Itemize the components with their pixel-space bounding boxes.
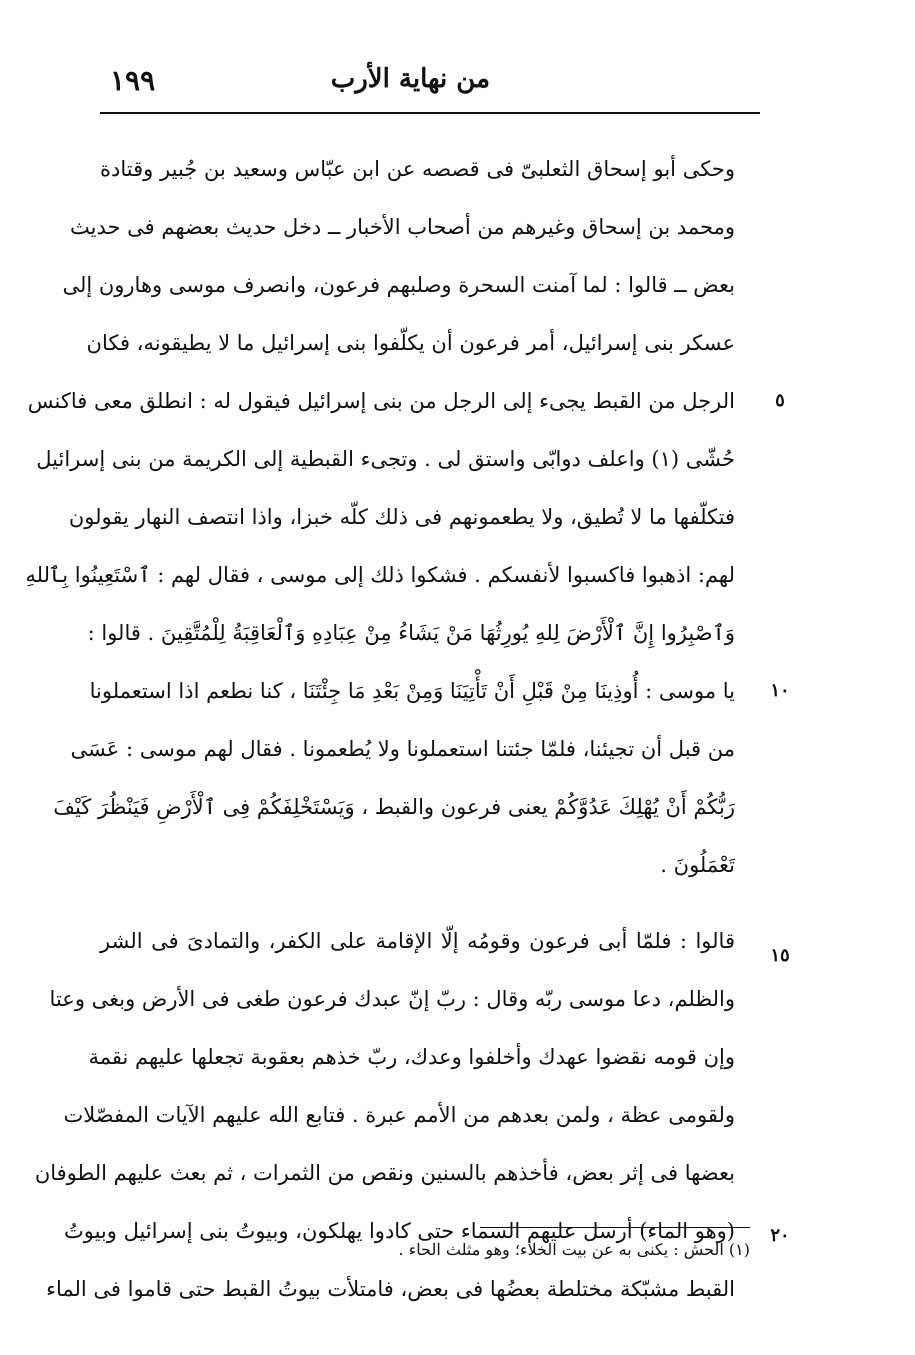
text-line: وَٱصْبِرُوا إِنَّ ٱلْأَرْضَ لِلهِ يُورِثُهَا مَنْ يَشَاءُ مِنْ عِبَادِهِ وَٱلْعَاقِبَةُ لِلْمُتَّقِينَ . قالوا : bbox=[87, 621, 735, 645]
text-line: ومحمد بن إسحاق وغيرهم من أصحاب الأخبار ــ دخل حديث بعضهم فى حديث bbox=[70, 215, 735, 239]
text-line: بعضها فى إثر بعض، فأخذهم بالسنين ونقص من الثمرات ، ثم بعث عليهم الطوفان bbox=[34, 1161, 735, 1185]
text-line: حُشّى (١) واعلف دوابّى واستق لى . وتجىء القبطية إلى الكريمة من بنى إسرائيل bbox=[36, 447, 735, 471]
text-line: فتكلّفها ما لا تُطيق، ولا يطعمونهم فى ذلك كلّه خبزا، واذا انتصف النهار يقولون bbox=[68, 505, 735, 529]
text-line: يا موسى : أُوذِينَا مِنْ قَبْلِ أَنْ تَأْتِيَنَا وَمِنْ بَعْدِ مَا جِئْتَنَا ، كنا نطعم اذا استعملونا bbox=[89, 679, 735, 703]
text-line: لهم: اذهبوا فاكسبوا لأنفسكم . فشكوا ذلك إلى موسى ، فقال لهم : ٱسْتَعِينُوا بِٱللهِ bbox=[25, 563, 735, 587]
text-line: تَعْمَلُونَ . bbox=[660, 853, 735, 877]
running-head: من نهاية الأرب bbox=[330, 64, 490, 94]
text-line: والظلم، دعا موسى ربّه وقال : ربّ إنّ عبدك فرعون طغى فى الأرض وبغى وعتا bbox=[49, 987, 735, 1011]
line-number: ٢٠ bbox=[770, 1225, 790, 1246]
text-line: وحكى أبو إسحاق الثعلبىّ فى قصصه عن ابن عبّاس وسعيد بن جُبير وقتادة bbox=[100, 157, 735, 181]
text-line: بعض ــ قالوا : لما آمنت السحرة وصلبهم فرعون، وانصرف موسى وهارون إلى bbox=[62, 273, 735, 297]
text-line: قالوا : فلمّا أبى فرعون وقومُه إلّا الإقامة على الكفر، والتمادىَ فى الشر bbox=[100, 929, 735, 953]
text-line: من قبل أن تجيئنا، فلمّا جئتنا استعملونا ولا يُطعمونا . فقال لهم موسى : عَسَى bbox=[70, 737, 735, 761]
page-header bbox=[100, 62, 760, 106]
text-line: القبط مشبّكة مختلطة بعضُها فى بعض، فامتلأت بيوتُ القبط حتى قاموا فى الماء bbox=[46, 1277, 735, 1301]
text-line: عسكر بنى إسرائيل، أمر فرعون أن يكلّفوا بنى إسرائيل ما لا يطيقونه، فكان bbox=[86, 331, 735, 355]
text-line: ولقومى عظة ، ولمن بعدهم من الأمم عبرة . فتابع الله عليهم الآيات المفصّلات bbox=[63, 1103, 735, 1127]
text-line: رَبُّكُمْ أَنْ يُهْلِكَ عَدُوَّكُمْ يعنى فرعون والقبط ، وَيَسْتَخْلِفَكُمْ فِى ٱلْأَرْضِ فَيَنْظُرَ كَيْفَ bbox=[53, 795, 735, 819]
body-text bbox=[25, 140, 735, 1318]
line-number: ٥ bbox=[775, 390, 785, 411]
page-number: ١٩٩ bbox=[110, 64, 156, 97]
line-number: ١٥ bbox=[770, 945, 790, 966]
line-number: ١٠ bbox=[770, 680, 790, 701]
text-line: الرجل من القبط يجىء إلى الرجل من بنى إسرائيل فيقول له : انطلق معى فاكنس bbox=[27, 389, 735, 413]
text-line: وإن قومه نقضوا عهدك وأخلفوا وعدك، ربّ خذهم بعقوبة تجعلها عليهم نقمة bbox=[88, 1045, 735, 1069]
footnote-rule bbox=[480, 1227, 750, 1228]
footnote: (١) الحش : يكنى به عن بيت الخلاء؛ وهو مثلث الحاء . bbox=[398, 1240, 750, 1259]
header-rule bbox=[100, 112, 760, 114]
text-line: (وهو الماء) أرسل عليهم السماء حتى كادوا يهلكون، وبيوتُ بنى إسرائيل وبيوتُ bbox=[63, 1219, 735, 1243]
paragraph-gap bbox=[100, 894, 735, 912]
